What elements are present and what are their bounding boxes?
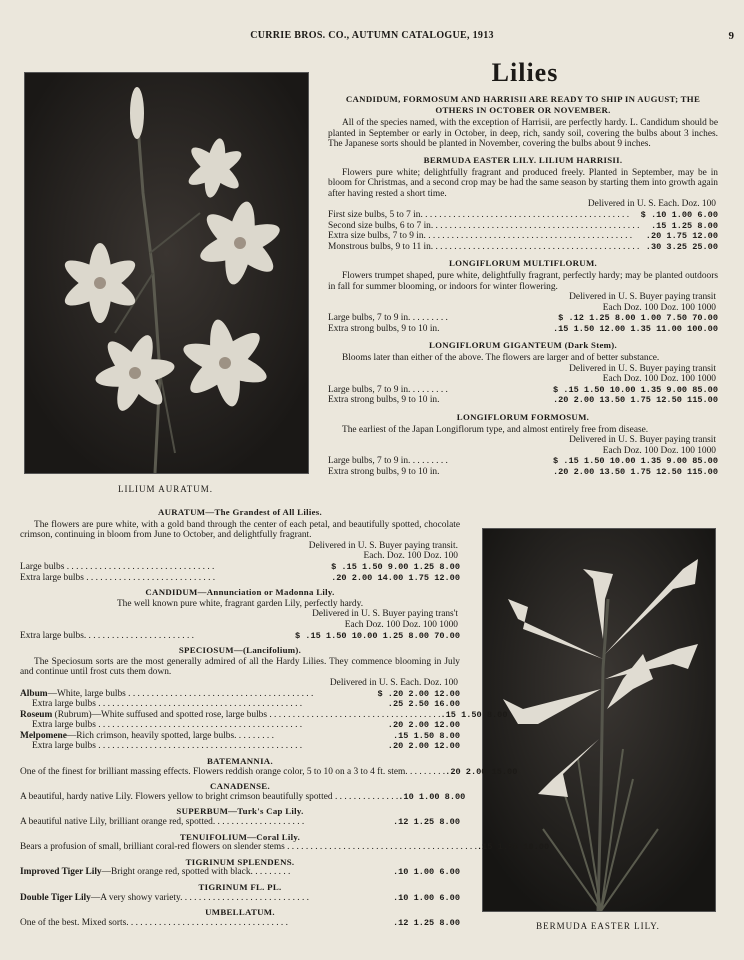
- price-row: First size bulbs, 5 to 7 in. . . . . . . . . . . . . . . . . . . . . . . . . . . . . . . . . . . . . . . . . . . . . $ .10 1.00 6.00: [328, 209, 718, 220]
- harrisii-title: BERMUDA EASTER LILY. LILIUM HARRISII.: [423, 154, 623, 165]
- price-row: Extra strong bulbs, 9 to 10 in. .20 2.00 13.50 1.75 12.50 115.00: [328, 395, 718, 406]
- formosum-title: LONGIFLORUM FORMOSUM.: [456, 412, 590, 423]
- canadense-title: CANADENSE.: [210, 781, 270, 792]
- price-row: Extra large bulbs . . . . . . . . . . . . . . . . . . . . . . . . . . . . .20 2.00 14.00 1.75 12.00: [20, 572, 460, 583]
- candidum-desc: The well known pure white, fragrant garden Lily, perfectly hardy.: [116, 598, 364, 609]
- price-row: A beautiful native Lily, brilliant orange red, spotted. . . . . . . . . . . . . . . . . . . . .12 1.25 8.00: [20, 817, 460, 828]
- auratum-caption: LILIUM AURATUM.: [118, 484, 213, 494]
- price-row: Large bulbs, 7 to 9 in. . . . . . . . . $ .15 1.50 10.00 1.35 9.00 85.00: [328, 384, 718, 395]
- formosum-desc: The earliest of the Japan Longiflorum type, and almost entirely free from disease.: [342, 424, 649, 435]
- price-row: One of the finest for brilliant massing effects. Flowers reddish orange color, 5 to 10 on a 3 to 4 ft. stem. . . . . . . . . .20 2.00 15.00: [20, 766, 518, 777]
- price-row: A beautiful, hardy native Lily. Flowers yellow to bright crimson beautifully spotted . . . . . . . . . . . . . . .10 1.00 8.00: [20, 791, 466, 802]
- price-row: Extra large bulbs. . . . . . . . . . . . . . . . . . . . . . . . $ .15 1.50 10.00 1.25 8.00 70.00: [20, 630, 460, 641]
- harrisii-desc: Flowers pure white; delightfully fragrant and produced freely. Planted in September, may be in bloom for Christmas, and a second crop may be had the same season by starting them into growth again after having rested a short time.: [328, 167, 718, 199]
- price-row: Roseum (Rubrum)—White suffused and spotted rose, large bulbs . . . . . . . . . . . . . . . . . . . . . . . . . . . . . . . . . . . . . .15 1.50 8.00: [20, 709, 508, 720]
- running-header: CURRIE BROS. CO., AUTUMN CATALOGUE, 1913: [250, 30, 494, 41]
- harrisii-price-head: Delivered in U. S. Each. Doz. 100: [587, 199, 716, 210]
- price-row: Album—White, large bulbs . . . . . . . . . . . . . . . . . . . . . . . . . . . . . . . . . . . . . . . . $ .20 2.00 12.00: [20, 688, 460, 699]
- price-row: Extra strong bulbs, 9 to 10 in. .20 2.00 13.50 1.75 12.50 115.00: [328, 467, 718, 477]
- price-row: Second size bulbs, 6 to 7 in. . . . . . . . . . . . . . . . . . . . . . . . . . . . . . . . . . . . . . . . . . . . . .15 1.25 8.00: [328, 220, 718, 231]
- price-row: Improved Tiger Lily—Bright orange red, spotted with black. . . . . . . . . .10 1.00 6.00: [20, 867, 460, 878]
- auratum-desc: The flowers are pure white, with a gold band through the center of each petal, and beautifully spotted, chocolate crimson, continuing in bloom from June to October, and delightfully fragrant.: [20, 519, 460, 541]
- price-row: One of the best. Mixed sorts. . . . . . . . . . . . . . . . . . . . . . . . . . . . . . . . . . . .12 1.25 8.00: [20, 917, 460, 928]
- formosum-price-subhead: Each Doz. 100 Doz. 100 1000: [602, 445, 716, 456]
- multiflorum-price-head: Delivered in U. S. Buyer paying transit: [569, 292, 716, 303]
- bermuda-easter-lily-photo: [482, 528, 716, 912]
- left-column: [20, 507, 550, 928]
- auratum-price-subhead: Each. Doz. 100 Doz. 100: [363, 551, 458, 562]
- umbellatum-title: UMBELLATUM.: [205, 907, 275, 918]
- giganteum-price-head: Delivered in U. S. Buyer paying transit: [569, 363, 716, 374]
- page-title: Lilies: [491, 58, 559, 87]
- price-row: Extra strong bulbs, 9 to 10 in. .15 1.50 12.00 1.35 11.00 100.00: [328, 323, 718, 334]
- multiflorum-price-subhead: Each Doz. 100 Doz. 100 1000: [602, 302, 716, 313]
- price-row: Extra large bulbs . . . . . . . . . . . . . . . . . . . . . . . . . . . . . . . . . . . . . . . . . . . . .20 2.00 12.00: [32, 741, 460, 752]
- easter-lily-caption: BERMUDA EASTER LILY.: [536, 921, 660, 931]
- right-column: [328, 94, 718, 478]
- batemannia-title: BATEMANNIA.: [207, 756, 273, 767]
- price-row: Melpomene—Rich crimson, heavily spotted, large bulbs. . . . . . . . . .15 1.50 8.00: [20, 730, 460, 741]
- formosum-price-head: Delivered in U. S. Buyer paying transit: [569, 435, 716, 446]
- price-row: Large bulbs, 7 to 9 in. . . . . . . . . $ .12 1.25 8.00 1.00 7.50 70.00: [328, 313, 718, 324]
- multiflorum-title: LONGIFLORUM MULTIFLORUM.: [448, 258, 598, 269]
- giganteum-price-subhead: Each Doz. 100 Doz. 100 1000: [602, 374, 716, 385]
- candidum-price-subhead: Each Doz. 100 Doz. 100 1000: [344, 619, 458, 630]
- price-row: Large bulbs, 7 to 9 in. . . . . . . . . $ .15 1.50 10.00 1.35 9.00 85.00: [328, 456, 718, 467]
- price-row: Bears a profusion of small, brilliant coral-red flowers on slender stems . . . . . . . . . . . . . . . . . . . . . . . . . . . . . . . . . . . . . . . . . .15 1.50 10.00: [20, 842, 550, 853]
- lilium-auratum-photo: [24, 72, 309, 474]
- tigrinum-fl-pl-title: TIGRINUM FL. PL.: [198, 882, 282, 892]
- tenuifolium-title: TENUIFOLIUM—Coral Lily.: [179, 831, 301, 842]
- candidum-title: CANDIDUM—Annunciation or Madonna Lily.: [145, 587, 335, 598]
- superbum-title: SUPERBUM—Turk's Cap Lily.: [176, 806, 304, 817]
- price-row: Large bulbs . . . . . . . . . . . . . . . . . . . . . . . . . . . . . . . . $ .15 1.50 9.00 1.25 8.00: [20, 561, 460, 572]
- page-number: 9: [728, 30, 734, 42]
- price-row: Monstrous bulbs, 9 to 11 in. . . . . . . . . . . . . . . . . . . . . . . . . . . . . . . . . . . . . . . . . . . . . .30 3.25 25.00: [328, 241, 718, 252]
- price-row: Extra large bulbs . . . . . . . . . . . . . . . . . . . . . . . . . . . . . . . . . . . . . . . . . . . . .20 2.00 12.00: [32, 720, 460, 731]
- auratum-price-head: Delivered in U. S. Buyer paying transit.: [308, 540, 458, 551]
- intro-text: All of the species named, with the exception of Harrisii, are perfectly hardy. L. Candidum should be planted in September or early in October, in deep, rich, sandy soil, covering the bulbs about 3 inches. The Japanese sorts should be planted in November, covering the bulbs about 9 inches.: [328, 118, 718, 150]
- ship-notice: CANDIDUM, FORMOSUM AND HARRISII ARE READY TO SHIP IN AUGUST; THE OTHERS IN OCTOBER OR NOVEMBER.: [345, 94, 701, 115]
- price-row: Double Tiger Lily—A very showy variety. . . . . . . . . . . . . . . . . . . . . . . . . . . . .10 1.00 6.00: [20, 892, 460, 903]
- price-row: Extra size bulbs, 7 to 9 in. . . . . . . . . . . . . . . . . . . . . . . . . . . . . . . . . . . . . . . . . . . . . .20 1.75 12.00: [328, 231, 718, 242]
- speciosum-desc: The Speciosum sorts are the most generally admired of all the Hardy Lilies. They commence blooming in July and continue until frost cuts them down.: [20, 656, 460, 678]
- giganteum-title: LONGIFLORUM GIGANTEUM (Dark Stem).: [428, 340, 618, 351]
- multiflorum-desc: Flowers trumpet shaped, pure white, delightfully fragrant, perfectly hardy; may be planted outdoors in fall for summer blooming, or indoors for winter flowering.: [328, 270, 718, 292]
- speciosum-price-head: Delivered in U. S. Each. Doz. 100: [329, 677, 458, 688]
- giganteum-desc: Blooms later than either of the above. The flowers are larger and of better substance.: [342, 353, 660, 364]
- price-row: Extra large bulbs . . . . . . . . . . . . . . . . . . . . . . . . . . . . . . . . . . . . . . . . . . . . .25 2.50 16.00: [32, 699, 460, 710]
- auratum-title: AURATUM—The Grandest of All Lilies.: [157, 507, 323, 517]
- candidum-price-head: Delivered in U. S. Buyer paying trans't: [312, 609, 458, 620]
- speciosum-title: SPECIOSUM—(Lancifolium).: [178, 645, 302, 656]
- tigrinum-splendens-title: TIGRINUM SPLENDENS.: [185, 856, 295, 867]
